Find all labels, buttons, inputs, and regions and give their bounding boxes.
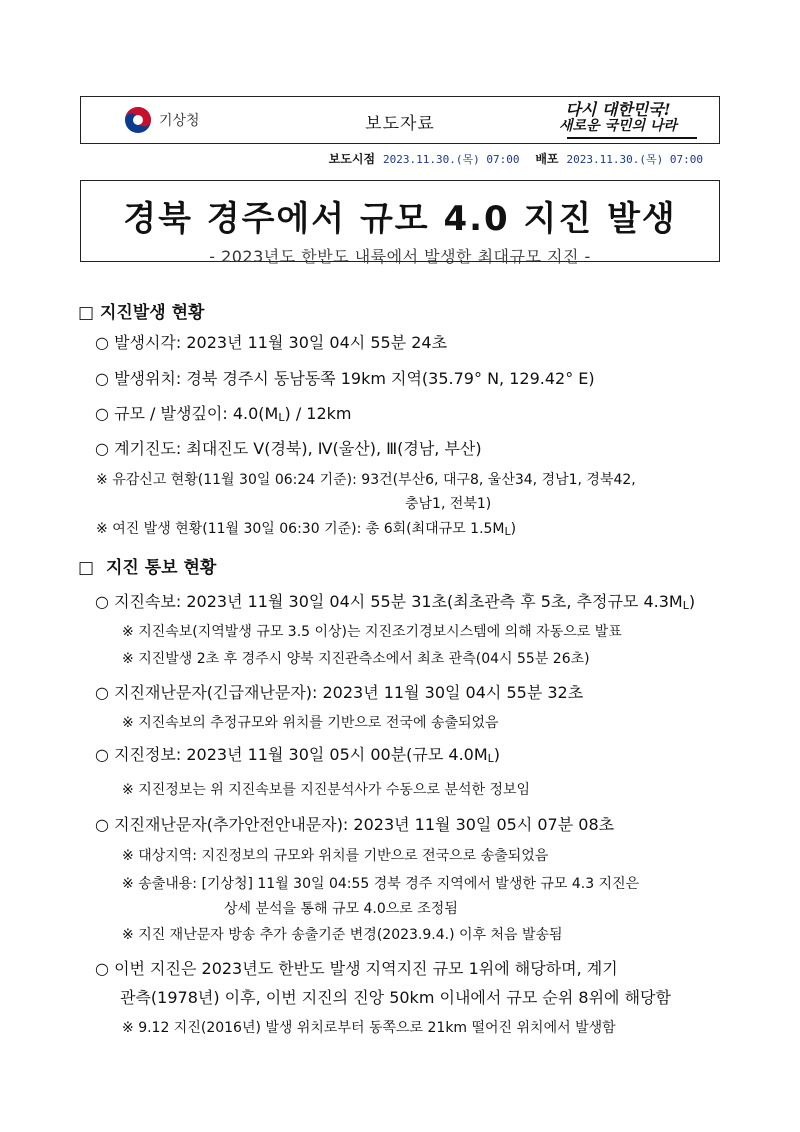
reference-mark-icon: ※ [122, 848, 134, 864]
circle-bullet-icon: ○ [95, 745, 109, 764]
list-item [95, 401, 352, 424]
section2-heading-text: 지진 통보 현황 [105, 558, 217, 578]
reference-mark-icon: ※ [122, 782, 134, 798]
slogan [543, 101, 693, 135]
magnitude-depth: 규모 / 발생깊이: 4.0(ML) / 12km [114, 404, 352, 424]
slogan-line1: 다시 대한민국! [565, 100, 671, 119]
slogan-underline [567, 137, 697, 139]
reference-mark-icon: ※ [122, 651, 134, 667]
list-item-continued: 관측(1978년) 이후, 이번 지진의 진앙 50km 이내에서 규모 순위 8위에 해당함 [120, 988, 671, 1007]
square-bullet-icon: □ [78, 303, 95, 323]
note-item: ※ 지진발생 2초 후 경주시 양북 지진관측소에서 최초 관측(04시 55분 26초) [122, 651, 590, 667]
occurrence-time: 발생시각: 2023년 11월 30일 04시 55분 24초 [114, 333, 448, 352]
occurrence-location: 발생위치: 경북 경주시 동남동쪽 19km 지역(35.79° N, 129.42° E) [114, 369, 595, 388]
note-item: ※ 9.12 지진(2016년) 발생 위치로부터 동쪽으로 21km 떨어진 위치에서 발생함 [122, 1020, 616, 1036]
reference-mark-icon: ※ [96, 521, 108, 537]
document-type-label: 보도자료 [365, 114, 435, 134]
square-bullet-icon: □ [78, 558, 95, 578]
section2-heading [78, 553, 216, 578]
agency-name: 기상청 [159, 113, 200, 129]
list-item: ○ 지진재난문자(긴급재난문자): 2023년 11월 30일 04시 55분 32초 [95, 683, 584, 702]
list-item [95, 436, 482, 459]
list-item: ○ 지진속보: 2023년 11월 30일 04시 55분 31초(최초관측 후 5초, 추정규모 4.3ML) [95, 592, 696, 612]
circle-bullet-icon: ○ [95, 815, 109, 834]
aftershock-note: ※ 여진 발생 현황(11월 30일 06:30 기준): 총 6회(최대규모 1.5ML) [96, 521, 517, 538]
felt-report-note: ※ 유감신고 현황(11월 30일 06:24 기준): 93건(부산6, 대구8, 울산34, 경남1, 경북42, [96, 472, 636, 488]
circle-bullet-icon: ○ [95, 959, 109, 978]
note-item: ※ 지진 재난문자 방송 추가 송출기준 변경(2023.9.4.) 이후 처음 발송됨 [122, 927, 563, 943]
section1-heading [78, 298, 204, 323]
list-item: ○ 이번 지진은 2023년도 한반도 발생 지역지진 규모 1위에 해당하며, 계기 [95, 959, 618, 978]
list-item [95, 366, 595, 389]
felt-report-note-continued: 충남1, 전북1) [405, 496, 492, 512]
page-subtitle: - 2023년도 한반도 내륙에서 발생한 최대규모 지진 - [209, 247, 591, 266]
list-item: ○ 지진재난문자(추가안전안내문자): 2023년 11월 30일 05시 07분 08초 [95, 815, 615, 834]
title-box [80, 180, 720, 266]
note-item: ※ 대상지역: 지진정보의 규모와 위치를 기반으로 전국으로 송출되었음 [122, 848, 549, 864]
page-title: 경북 경주에서 규모 4.0 지진 발생 [123, 199, 677, 239]
instrumental-intensity: 계기진도: 최대진도 Ⅴ(경북), Ⅳ(울산), Ⅲ(경남, 부산) [114, 439, 482, 458]
reference-mark-icon: ※ [122, 715, 134, 731]
header-box [80, 96, 720, 144]
reference-mark-icon: ※ [122, 927, 134, 943]
circle-bullet-icon: ○ [95, 439, 109, 458]
circle-bullet-icon: ○ [95, 333, 109, 352]
reference-mark-icon: ※ [96, 472, 108, 488]
note-item: ※ 지진속보의 추정규모와 위치를 기반으로 전국에 송출되었음 [122, 715, 499, 731]
circle-bullet-icon: ○ [95, 592, 109, 611]
reference-mark-icon: ※ [122, 876, 134, 892]
release-label: 배포 [535, 152, 559, 166]
note-item: ※ 송출내용: [기상청] 11월 30일 04:55 경북 경주 지역에서 발생한 규모 4.3 지진은 [122, 876, 640, 892]
circle-bullet-icon: ○ [95, 404, 109, 423]
embargo-label: 보도시점 [328, 152, 376, 166]
note-item: ※ 지진정보는 위 지진속보를 지진분석사가 수동으로 분석한 정보임 [122, 782, 531, 798]
release-dates [329, 150, 715, 167]
note-item: ※ 지진속보(지역발생 규모 3.5 이상)는 지진조기경보시스템에 의해 자동으로 발표 [122, 624, 622, 640]
embargo-value: 2023.11.30.(목) 07:00 [383, 153, 520, 166]
list-item: ○ 지진정보: 2023년 11월 30일 05시 00분(규모 4.0ML) [95, 745, 501, 765]
list-item [95, 330, 447, 353]
circle-bullet-icon: ○ [95, 683, 109, 702]
slogan-line2: 새로운 국민의 나라 [559, 118, 677, 134]
release-value: 2023.11.30.(목) 07:00 [566, 153, 703, 166]
note-item-continued: 상세 분석을 통해 규모 4.0으로 조정됨 [224, 901, 458, 917]
section1-heading-text: 지진발생 현황 [99, 303, 205, 323]
reference-mark-icon: ※ [122, 1020, 134, 1036]
circle-bullet-icon: ○ [95, 369, 109, 388]
reference-mark-icon: ※ [122, 624, 134, 640]
